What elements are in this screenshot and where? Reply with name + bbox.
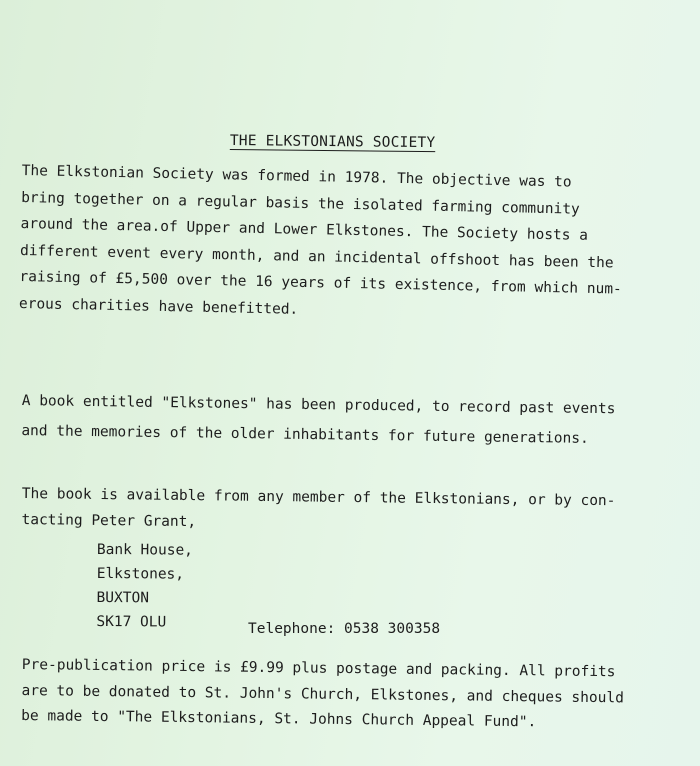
paragraph-society-history [19, 158, 700, 332]
paragraph-pricing [21, 653, 700, 738]
text-line: raising of £5,500 over the 16 years of its existence, from which num- [19, 269, 622, 298]
text-line: The Elkstonian Society was formed in 1978. The objective was to [21, 162, 572, 191]
text-line: Pre-publication price is £9.99 plus postage and packing. All profits [21, 656, 616, 681]
text-line: are to be donated to St. John's Church, Elkstones, and cheques should [21, 682, 624, 706]
text-line: tacting Peter Grant, [21, 511, 197, 530]
text-line: around the area.of Upper and Lower Elkstones. The Society hosts a [20, 216, 589, 245]
text-line: bring together on a regular basis the isolated farming community [21, 189, 580, 218]
text-line: The book is available from any member of the Elkstonians, or by con- [21, 485, 616, 510]
text-line: and the memories of the older inhabitants for future generations. [21, 422, 589, 447]
address-line: BUXTON [96, 589, 150, 607]
text-line: different event every month, and an incidental offshoot has been the [19, 242, 614, 272]
text-line: be made to "The Elkstonians, St. Johns Church Appeal Fund". [21, 707, 537, 731]
address-line: Elkstones, [96, 565, 185, 583]
address-line: SK17 OLU [96, 613, 167, 631]
address-line: Bank House, [96, 541, 194, 559]
text-line: A book entitled "Elkstones" has been produced, to record past events [21, 392, 616, 418]
contact-address [96, 538, 193, 635]
paragraph-book-announcement [21, 386, 700, 455]
contact-telephone: Telephone: 0538 300358 [248, 621, 441, 637]
text-line: erous charities have benefitted. [18, 295, 299, 318]
paragraph-availability [21, 482, 700, 541]
document-title: THE ELKSTONIANS SOCIETY [229, 133, 436, 152]
